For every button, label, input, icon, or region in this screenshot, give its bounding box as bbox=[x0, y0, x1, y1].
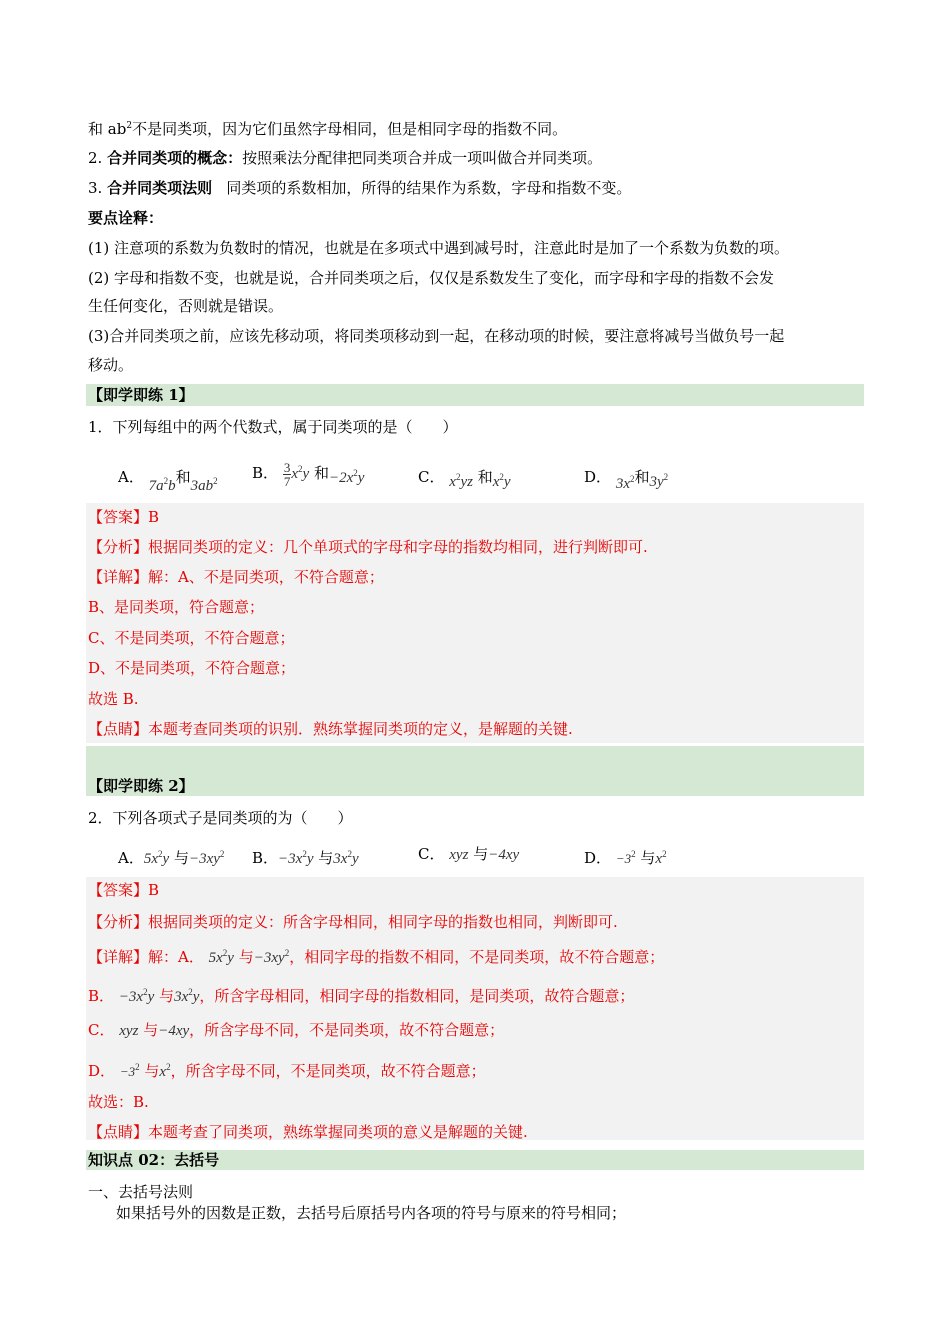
ex1-option-b: B． $\frac{3}{7}$ $x^2y$ 和$-2x^2y$ bbox=[252, 460, 365, 490]
exercise-2-header-band bbox=[86, 746, 864, 796]
intro-line-2: 2. 合并同类项的概念：按照乘法分配律把同类项合并成一项叫做合并同类项。 bbox=[88, 149, 603, 167]
ex1-comment: 【点睛】本题考查同类项的识别．熟练掌握同类项的定义，是解题的关键. bbox=[88, 720, 573, 738]
exercise-1-header-band bbox=[86, 384, 864, 406]
point-2b: 生任何变化，否则就是错误。 bbox=[88, 297, 284, 315]
ex1-option-d: D． $3x^2$和$3y^2$ bbox=[584, 468, 669, 492]
ex2-option-c: C． xyz 与−4xy bbox=[418, 845, 520, 863]
ex1-detail-b: B、是同类项，符合题意； bbox=[88, 598, 265, 616]
ex2-comment: 【点睛】本题考查了同类项，熟练掌握同类项的意义是解题的关键. bbox=[88, 1123, 528, 1141]
ex2-answer: 【答案】B bbox=[88, 881, 160, 899]
ex1-detail: 【详解】解：A、不是同类项，不符合题意； bbox=[88, 568, 384, 586]
points-title: 要点诠释： bbox=[88, 209, 164, 227]
ex2-detail-c: C． xyz 与−4xy，所含字母不同，不是同类项，故不符合题意； bbox=[88, 1021, 505, 1039]
ex1-choose: 故选 B. bbox=[88, 690, 139, 708]
kp2-rule-line-1: 如果括号外的因数是正数，去括号后原括号内各项的符号与原来的符号相同； bbox=[116, 1204, 627, 1222]
ex2-detail-d: D． $-3^2$ 与$x^2$，所含字母不同，不是同类项，故不符合题意； bbox=[88, 1062, 486, 1080]
exercise-1-question: 1．下列每组中的两个代数式，属于同类项的是（ ） bbox=[88, 418, 458, 436]
ex1-detail-c: C、不是同类项，不符合题意； bbox=[88, 629, 295, 647]
point-3a: (3)合并同类项之前，应该先移动项，将同类项移动到一起，在移动项的时候，要注意将减号当做负号一起 bbox=[88, 327, 785, 345]
point-1: (1) 注意项的系数为负数时的情况，也就是在多项式中遇到减号时，注意此时是加了一个系数为负数的项。 bbox=[88, 239, 790, 257]
point-2a: (2) 字母和指数不变，也就是说，合并同类项之后，仅仅是系数发生了变化，而字母和字母的指数不会发 bbox=[88, 269, 775, 287]
ex2-option-a: A．$5x^2y$ 与$-3xy^2$ bbox=[118, 849, 225, 867]
ex1-detail-d: D、不是同类项，不符合题意； bbox=[88, 659, 296, 677]
ex2-option-b: B．$-3x^2y$ 与$3x^2y$ bbox=[252, 849, 359, 867]
exercise-2-question: 2．下列各项式子是同类项的为（ ） bbox=[88, 809, 353, 827]
ex1-option-c: C． $x^2yz$ 和$x^2y$ bbox=[418, 468, 511, 490]
point-3b: 移动。 bbox=[88, 356, 134, 374]
ex2-detail: 【详解】解：A． $5x^2y$ 与$-3xy^2$，相同字母的指数不相同，不是同类项，故不符合题意； bbox=[88, 948, 665, 966]
intro-line-3: 3. 合并同类项法则 同类项的系数相加，所得的结果作为系数，字母和指数不变。 bbox=[88, 179, 632, 197]
ex1-analysis: 【分析】根据同类项的定义：几个单项式的字母和字母的指数均相同，进行判断即可. bbox=[88, 538, 648, 556]
kp2-subtitle: 一、去括号法则 bbox=[88, 1183, 194, 1201]
ex1-option-a: A． $7a^2b$和$3ab^2$ bbox=[118, 468, 218, 494]
ex2-detail-b: B． $-3x^2y$ 与$3x^2y$，所含字母相同，相同字母的指数相同，是同类项，故符合题意； bbox=[88, 987, 635, 1005]
exercise-2-header: 【即学即练 2】 bbox=[88, 777, 194, 795]
exercise-1-header: 【即学即练 1】 bbox=[88, 386, 194, 404]
ex1-answer: 【答案】B bbox=[88, 508, 160, 526]
intro-line-1: 和 $ab^2$不是同类项，因为它们虽然字母相同，但是相同字母的指数不同。 bbox=[88, 120, 568, 138]
ex2-option-d: D． $-3^2$ 与$x^2$ bbox=[584, 849, 667, 867]
ex2-analysis: 【分析】根据同类项的定义：所含字母相同，相同字母的指数也相同，判断即可. bbox=[88, 913, 618, 931]
ex2-choose: 故选：B. bbox=[88, 1093, 149, 1111]
kp2-header: 知识点 02：去括号 bbox=[88, 1151, 220, 1169]
